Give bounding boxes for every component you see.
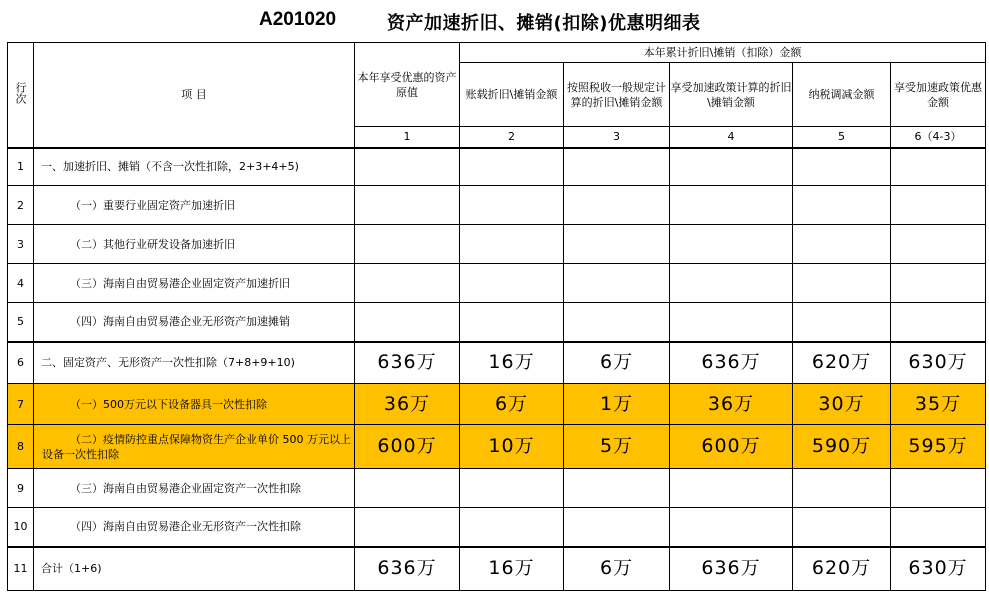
value-cell[interactable]: 620万 (793, 342, 891, 384)
header-line-no: 行次 (8, 43, 34, 148)
table-row (8, 148, 986, 186)
value-cell[interactable] (670, 186, 793, 225)
row-item: 合计（1+6) (34, 547, 355, 591)
col-num: 3 (564, 127, 670, 148)
value-cell[interactable] (793, 264, 891, 303)
value-cell[interactable] (564, 148, 670, 186)
value-cell[interactable]: 16万 (460, 547, 564, 591)
value-cell[interactable] (793, 508, 891, 547)
row-item: （四）海南自由贸易港企业无形资产一次性扣除 (34, 508, 355, 547)
value-cell[interactable]: 636万 (355, 547, 460, 591)
row-item: （一）重要行业固定资产加速折旧 (34, 186, 355, 225)
row-number: 7 (8, 384, 34, 425)
table-row (8, 186, 986, 225)
value-cell[interactable] (355, 186, 460, 225)
table-row-highlighted (8, 425, 986, 469)
value-cell[interactable] (891, 264, 986, 303)
table-row-highlighted (8, 384, 986, 425)
value-cell[interactable]: 5万 (564, 425, 670, 469)
form-name: 资产加速折旧、摊销(扣除)优惠明细表 (387, 13, 701, 34)
value-cell[interactable] (793, 225, 891, 264)
value-cell[interactable] (793, 469, 891, 508)
value-cell[interactable]: 636万 (670, 547, 793, 591)
value-cell[interactable]: 36万 (670, 384, 793, 425)
col-num: 5 (793, 127, 891, 148)
table-row (8, 303, 986, 342)
value-cell[interactable]: 636万 (355, 342, 460, 384)
value-cell[interactable] (564, 264, 670, 303)
value-cell[interactable]: 30万 (793, 384, 891, 425)
value-cell[interactable]: 600万 (670, 425, 793, 469)
value-cell[interactable] (670, 303, 793, 342)
value-cell[interactable] (460, 469, 564, 508)
value-cell[interactable] (670, 225, 793, 264)
value-cell[interactable] (460, 264, 564, 303)
value-cell[interactable]: 630万 (891, 547, 986, 591)
row-item: （一）500万元以下设备器具一次性扣除 (34, 384, 355, 425)
value-cell[interactable] (891, 303, 986, 342)
table-row (8, 508, 986, 547)
value-cell[interactable]: 16万 (460, 342, 564, 384)
value-cell[interactable] (564, 303, 670, 342)
header-group: 本年累计折旧\摊销（扣除）金额 (460, 43, 986, 63)
value-cell[interactable]: 6万 (564, 547, 670, 591)
header-col6: 享受加速政策优惠金额 (891, 63, 986, 127)
row-number: 4 (8, 264, 34, 303)
value-cell[interactable] (891, 186, 986, 225)
value-cell[interactable] (891, 469, 986, 508)
row-item: （二）疫情防控重点保障物资生产企业单价 500 万元以上设备一次性扣除 (34, 425, 355, 469)
page-title (0, 0, 989, 40)
value-cell[interactable] (460, 303, 564, 342)
table-row-total (8, 547, 986, 591)
row-number: 6 (8, 342, 34, 384)
value-cell[interactable] (460, 225, 564, 264)
row-number: 1 (8, 148, 34, 186)
value-cell[interactable] (670, 508, 793, 547)
value-cell[interactable] (793, 303, 891, 342)
value-cell[interactable] (355, 303, 460, 342)
header-col1: 本年享受优惠的资产原值 (355, 43, 460, 127)
value-cell[interactable] (355, 148, 460, 186)
header-col5: 纳税调减金额 (793, 63, 891, 127)
header-col3: 按照税收一般规定计算的折旧\摊销金额 (564, 63, 670, 127)
form-code: A201020 (259, 9, 337, 30)
value-cell[interactable]: 35万 (891, 384, 986, 425)
value-cell[interactable] (891, 148, 986, 186)
col-num: 6（4-3） (891, 127, 986, 148)
value-cell[interactable]: 590万 (793, 425, 891, 469)
value-cell[interactable] (564, 186, 670, 225)
col-num: 2 (460, 127, 564, 148)
row-number: 8 (8, 425, 34, 469)
value-cell[interactable]: 630万 (891, 342, 986, 384)
row-number: 10 (8, 508, 34, 547)
value-cell[interactable]: 6万 (564, 342, 670, 384)
table-row (8, 225, 986, 264)
value-cell[interactable] (564, 508, 670, 547)
row-item: 二、固定资产、无形资产一次性扣除（7+8+9+10) (34, 342, 355, 384)
header-item: 项 目 (34, 43, 355, 148)
detail-table (7, 42, 986, 591)
value-cell[interactable] (670, 264, 793, 303)
value-cell[interactable]: 636万 (670, 342, 793, 384)
value-cell[interactable] (564, 469, 670, 508)
row-number: 3 (8, 225, 34, 264)
row-item: （二）其他行业研发设备加速折旧 (34, 225, 355, 264)
value-cell[interactable] (891, 225, 986, 264)
value-cell[interactable] (793, 186, 891, 225)
value-cell[interactable] (670, 148, 793, 186)
table-row (8, 264, 986, 303)
value-cell[interactable]: 595万 (891, 425, 986, 469)
value-cell[interactable]: 600万 (355, 425, 460, 469)
value-cell[interactable] (355, 508, 460, 547)
row-number: 5 (8, 303, 34, 342)
value-cell[interactable] (460, 186, 564, 225)
table-row (8, 342, 986, 384)
table-row (8, 469, 986, 508)
value-cell[interactable] (355, 469, 460, 508)
value-cell[interactable] (355, 264, 460, 303)
value-cell[interactable]: 36万 (355, 384, 460, 425)
value-cell[interactable]: 6万 (460, 384, 564, 425)
col-num: 4 (670, 127, 793, 148)
row-item: （三）海南自由贸易港企业固定资产加速折旧 (34, 264, 355, 303)
value-cell[interactable]: 10万 (460, 425, 564, 469)
row-number: 2 (8, 186, 34, 225)
value-cell[interactable]: 620万 (793, 547, 891, 591)
row-number: 9 (8, 469, 34, 508)
value-cell[interactable] (793, 148, 891, 186)
header-col2: 账载折旧\摊销金额 (460, 63, 564, 127)
value-cell[interactable] (355, 225, 460, 264)
value-cell[interactable] (460, 148, 564, 186)
row-item: （三）海南自由贸易港企业固定资产一次性扣除 (34, 469, 355, 508)
col-num: 1 (355, 127, 460, 148)
row-number: 11 (8, 547, 34, 591)
value-cell[interactable] (460, 508, 564, 547)
value-cell[interactable]: 1万 (564, 384, 670, 425)
row-item: （四）海南自由贸易港企业无形资产加速摊销 (34, 303, 355, 342)
value-cell[interactable] (564, 225, 670, 264)
value-cell[interactable] (891, 508, 986, 547)
row-item: 一、加速折旧、摊销（不含一次性扣除，2+3+4+5) (34, 148, 355, 186)
header-col4: 享受加速政策计算的折旧\摊销金额 (670, 63, 793, 127)
value-cell[interactable] (670, 469, 793, 508)
